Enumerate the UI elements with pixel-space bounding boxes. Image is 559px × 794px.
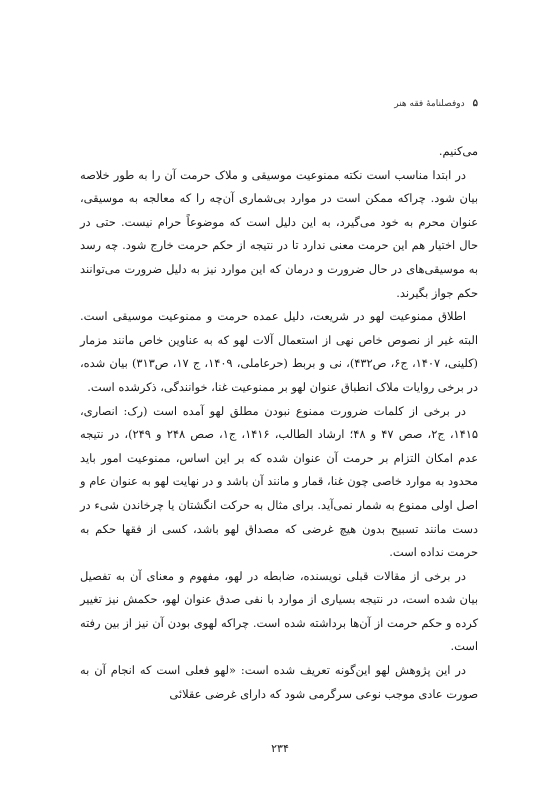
paragraph-music-prohibition: در ابتدا مناسب است نکته ممنوعیت موسیقی و ملاک حرمت آن را به طور خلاصه بیان شود. چراکه ممکن است در موارد بی‌شماری آن‌چه را که معالجه به موسیقی، عنوان محرم به خود می‌گیرد، به این دلیل است که موضوعاً حرام نیست. حتی در حال اختیار هم این حرمت معنی ندارد تا در نتیجه از حکم حرمت خارج شود. چه رسد به موسیقی‌های در حال ضرورت و درمان که این موارد نیز به دلیل ضرورت می‌توانند حکم جواز بگیرند. bbox=[80, 167, 478, 300]
page-number: ۲۳۴ bbox=[271, 742, 289, 755]
running-header bbox=[332, 96, 478, 112]
paragraph-continuation: می‌کنیم. bbox=[438, 144, 478, 158]
page-marker: ۵ bbox=[472, 98, 478, 109]
paragraph-lahw-prohibition: اطلاق ممنوعیت لهو در شریعت، دلیل عمده حرمت و ممنوعیت موسیقی است. البته غیر از نصوص خاص نهی از استعمال آلات لهو که به عناوین خاص مانند مزمار (کلینی، ۱۴۰۷، ج۶، ص۴۳۲)، نی و بربط (حرعاملی، ۱۴۰۹، ج ۱۷، ص۳۱۳) بیان شده، در برخی روایات ملاک انطباق عنوان لهو بر ممنوعیت غنا، خوانندگی، ذکرشده است. bbox=[80, 309, 478, 394]
paragraph-definition: در این پژوهش لهو این‌گونه تعریف شده است: «لهو فعلی است که انجام آن به صورت عادی موجب نوعی سرگرمی شود که دارای غرضی عقلائی bbox=[80, 663, 478, 701]
running-title: دوفصلنامهٔ فقه هنر bbox=[394, 99, 465, 109]
body-text bbox=[80, 140, 478, 706]
paragraph-absolute-lahw: در برخی از کلمات ضرورت ممنوع نبودن مطلق لهو آمده است (رک: انصاری، ۱۴۱۵، ج۲، صص ۴۷ و ۴۸؛ ارشاد الطالب، ۱۴۱۶، ج۱، صص ۲۴۸ و ۲۴۹)، در نتیجه عدم امکان التزام بر حرمت آن عنوان شده که بر این اساس، ممنوعیت امور باید محدود به موارد خاصی چون غنا، قمار و مانند آن باشد و در نهایت لهو به عنوان عام و اصل اولی ممنوع به شمار نمی‌آید. برای مثال به حرکت انگشتان یا چرخاندن شیء در دست مانند تسبیح بدون هیچ غرضی که مصداق لهو باشد، کسی از فقها حکم به حرمت نداده است. bbox=[80, 403, 478, 560]
paragraph-previous-articles: در برخی از مقالات قبلی نویسنده، ضابطه در لهو، مفهوم و معنای آن به تفصیل بیان شده است، در نتیجه بسیاری از موارد با نفی صدق عنوان لهو، حکمش نیز تغییر کرده و حکم حرمت از آن‌ها برداشته شده است. چراکه لهوی بودن آن نیز از بین رفته است. bbox=[80, 568, 478, 654]
